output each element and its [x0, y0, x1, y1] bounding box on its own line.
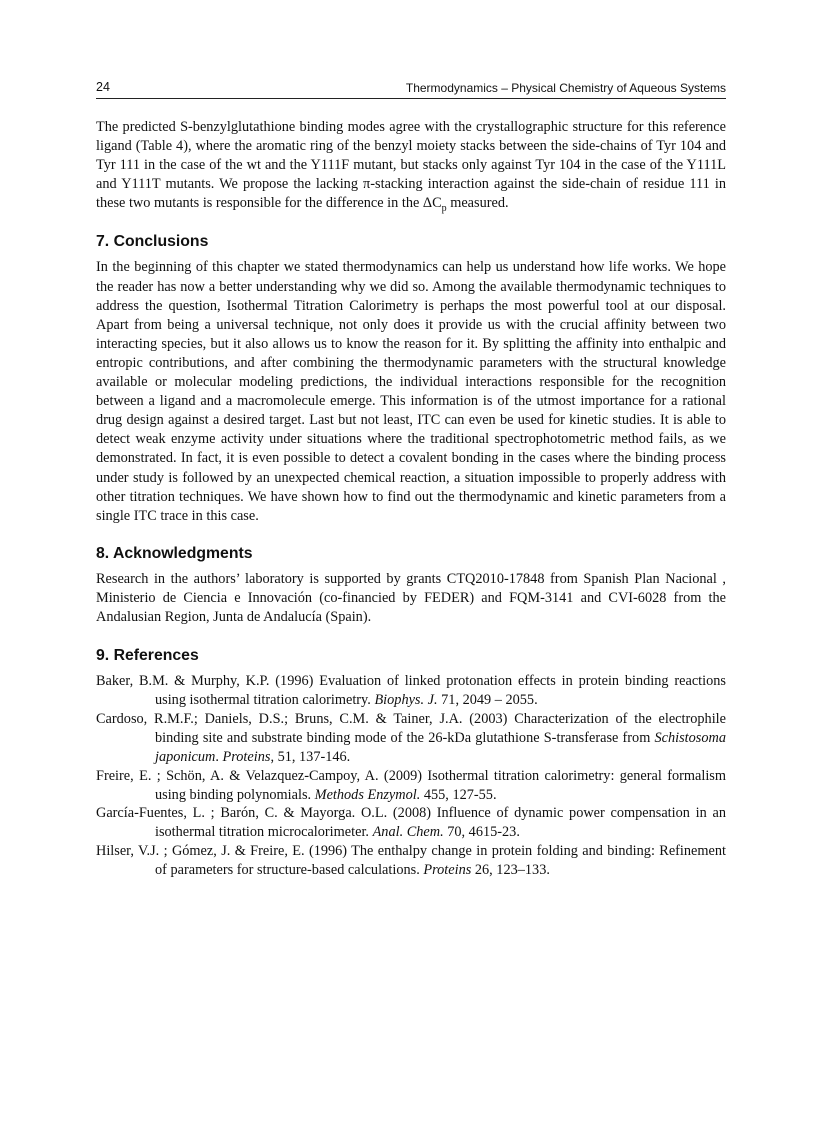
reference-journal: Methods Enzymol.: [314, 786, 421, 803]
reference-item: [96, 804, 726, 842]
reference-volume: 455, 127-55.: [420, 786, 497, 803]
reference-text: Baker, B.M. & Murphy, K.P. (1996) Evaluation of linked protonation effects in protein binding reactions using isothermal titration calorimetry.: [96, 673, 726, 708]
reference-journal: Schistosoma japonicum: [155, 729, 726, 765]
reference-volume: 71, 2049 – 2055.: [437, 691, 538, 708]
reference-volume: .: [215, 748, 223, 765]
conclusions-heading: 7. Conclusions: [96, 233, 209, 251]
references-heading: 9. References: [96, 647, 199, 665]
reference-pages: , 51, 137-146.: [270, 748, 351, 765]
page-header: [96, 78, 726, 99]
reference-volume: 70, 4615-23.: [443, 824, 520, 841]
acknowledgments-heading: 8. Acknowledgments: [96, 544, 253, 562]
intro-text-end: measured.: [446, 195, 509, 212]
reference-text: Hilser, V.J. ; Gómez, J. & Freire, E. (1996) The enthalpy change in protein folding and binding: Refinement of parameters for structure-based calculations.: [96, 843, 726, 879]
reference-item: [96, 672, 726, 710]
conclusions-paragraph: In the beginning of this chapter we stated thermodynamics can help us understand how life works. We hope the reader has now a better understanding why we did so. Among the available thermodynamic techniques to address the question, Isothermal Titration Calorimetry is perhaps the most powerful tool at our disposal. Apart from being a universal technique, not only does it provide us with the crucial affinity between two interacting species, but it also allows us to know the reason for it. By splitting the affinity into enthalpic and entropic contributions, and after combining the thermodynamic parameters with the structural knowledge available or molecular modeling predictions, the individual interactions responsible for the recognition between a ligand and a macromolecule emerge. This information is of the utmost importance for a rational drug design against a desired target. Last but not least, ITC can even be used for kinetic studies. It is able to detect weak enzyme activity under situations where the traditional spectrophotometric method fails, as we demonstrated. In fact, it is even possible to detect a covalent bonding in the cases where the binding process under study is followed by an unexpected chemical reaction, a situation impossible to properly address with other titration techniques. We have shown how to find out the thermodynamic and kinetic parameters from a single ITC trace in this case.: [96, 259, 726, 524]
reference-item: [96, 710, 726, 767]
reference-item: [96, 767, 726, 805]
reference-journal: Anal. Chem.: [372, 824, 444, 841]
intro-subscript: p: [441, 203, 447, 215]
reference-volume: 26, 123–133.: [471, 862, 550, 879]
reference-text: Cardoso, R.M.F.; Daniels, D.S.; Bruns, C.M. & Tainer, J.A. (2003) Characterization of the electrophile binding site and substrate binding mode of the 26-kDa glutathione S-transferase from: [96, 710, 726, 746]
page: [96, 78, 726, 880]
intro-text: The predicted S-benzylglutathione binding modes agree with the crystallographic structure for this reference ligand (Table 4), where the aromatic ring of the benzyl moiety stacks between the side-chains of Tyr 104 and Tyr 111 in the case of the wt and the Y111F mutant, but stacks only against Tyr 104 in the case of the Y111L and Y111T mutants. We propose the lacking π-stacking interaction against the side-chain of residue 111 in these two mutants is responsible for the difference in the ΔC: [96, 119, 726, 212]
reference-journal: Proteins: [423, 862, 472, 879]
reference-list: [96, 672, 726, 880]
reference-text: Freire, E. ; Schön, A. & Velazquez-Campoy, A. (2009) Isothermal titration calorimetry: general formalism using binding polynomials.: [96, 767, 726, 803]
reference-item: [96, 842, 726, 880]
running-title: Thermodynamics – Physical Chemistry of Aqueous Systems: [405, 81, 726, 95]
reference-journal: Biophys. J.: [374, 691, 438, 708]
reference-extra: Proteins: [222, 748, 271, 765]
acknowledgments-paragraph: Research in the authors’ laboratory is supported by grants CTQ2010-17848 from Spanish Plan Nacional , Ministerio de Ciencia e Innovación (co-financied by FEDER) and FQM-3141 and CVI-6028 from the Andalusian Region, Junta de Andalucía (Spain).: [96, 570, 726, 625]
page-number: 24: [96, 80, 110, 94]
intro-paragraph: [96, 118, 726, 213]
reference-text: García-Fuentes, L. ; Barón, C. & Mayorga. O.L. (2008) Influence of dynamic power compensation in an isothermal titration microcalorimeter.: [96, 805, 726, 841]
